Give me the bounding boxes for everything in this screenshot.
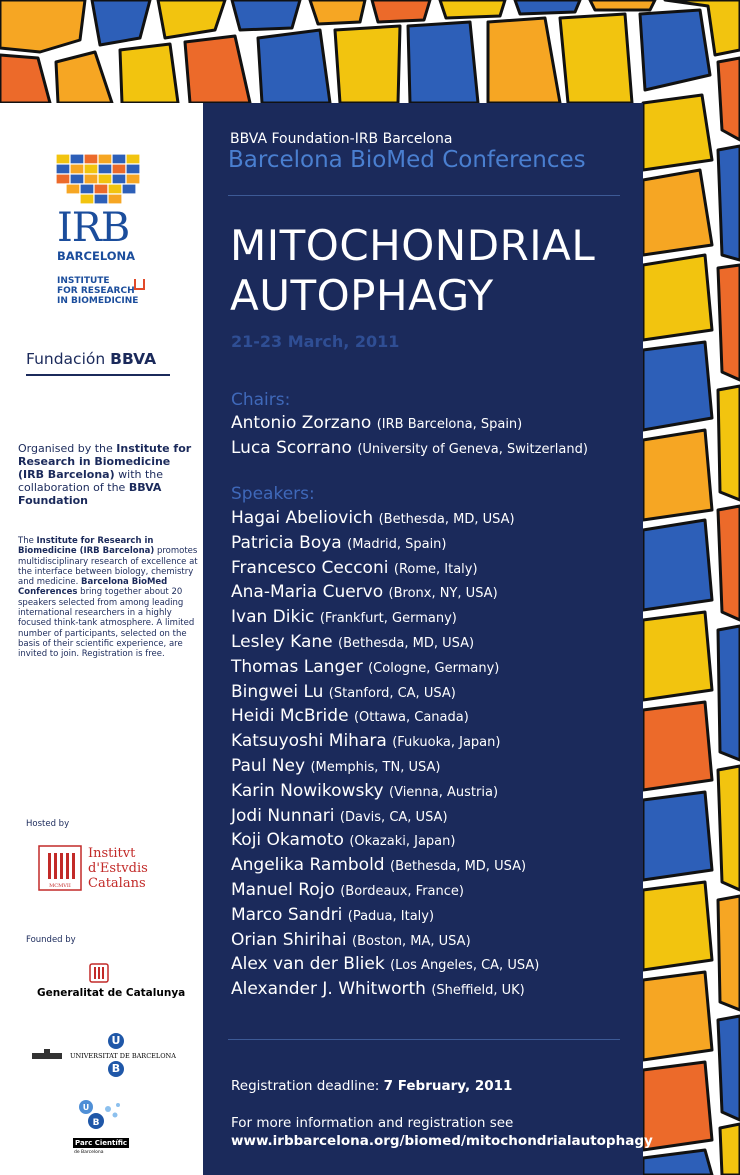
series-name: BBVA Foundation-IRB Barcelona: [230, 131, 453, 147]
speaker-affiliation: (Frankfurt, Germany): [319, 611, 457, 627]
fundacion-underline: [26, 374, 170, 376]
generalitat-logo-text: Generalitat de Catalunya: [37, 987, 186, 999]
speaker-row: [231, 830, 455, 850]
speaker-name: Katsuyoshi Mihara: [231, 731, 387, 752]
founded-by-label: Founded by: [26, 935, 76, 945]
hosted-by-label: Hosted by: [26, 819, 70, 829]
speaker-affiliation: (Rome, Italy): [393, 561, 478, 577]
irb-logo-mosaic: [56, 154, 140, 204]
speaker-row: [231, 582, 498, 602]
chair-name: Luca Scorrano: [231, 437, 352, 458]
about-text: The Institute for Research in Biomedicine (IRB Barcelona) promotes multidisciplinary research of excellence at the interface between biology, chemistry and medicine. Barcelona BioMed Conferences bring together about 20 speakers selected from among leading international researchers in a highly focused think-tank atmosphere. A limited number of participants, selected on the basis of their scientific experience, are invited to join. Registration is free.: [18, 536, 198, 660]
speaker-affiliation: (Bethesda, MD, USA): [338, 636, 475, 651]
event-dates: 21-23 March, 2011: [231, 332, 400, 351]
irb-logo-text: IRB: [57, 205, 130, 251]
speaker-name: Koji Okamoto: [231, 830, 344, 851]
info-url-link[interactable]: www.irbbarcelona.org/biomed/mitochondrialautophagy: [231, 1133, 653, 1149]
speaker-name: Ana-Maria Cuervo: [231, 582, 384, 603]
speaker-row: [231, 508, 515, 528]
parc-bubble-u: U: [82, 1103, 90, 1112]
ub-circle-u: U: [108, 1033, 124, 1049]
ub-building-icon: [32, 1049, 62, 1059]
speaker-affiliation: (Boston, MA, USA): [352, 933, 471, 949]
speaker-row: [231, 979, 525, 999]
speaker-row: [231, 781, 498, 801]
chair-affiliation: (University of Geneva, Switzerland): [357, 441, 588, 457]
speaker-affiliation: (Vienna, Austria): [389, 784, 499, 800]
speaker-name: Angelika Rambold: [231, 855, 385, 876]
speaker-name: Francesco Cecconi: [231, 557, 389, 578]
ub-circle-b: B: [108, 1061, 124, 1077]
speaker-name: Bingwei Lu: [231, 681, 324, 702]
speakers-heading: Speakers:: [231, 484, 315, 504]
speaker-name: Heidi McBride: [231, 706, 349, 727]
irb-subtitle: INSTITUTE FOR RESEARCH IN BIOMEDICINE: [57, 276, 139, 306]
speaker-row: [231, 855, 526, 875]
speaker-affiliation: (Memphis, TN, USA): [310, 760, 441, 775]
generalitat-emblem-icon: [89, 963, 109, 983]
chair-row: [231, 413, 522, 433]
speaker-row: [231, 558, 478, 578]
speaker-row: [231, 533, 447, 553]
speaker-affiliation: (Padua, Italy): [347, 908, 435, 924]
speaker-name: Patricia Boya: [231, 532, 342, 553]
speaker-row: [231, 706, 469, 726]
speaker-row: [231, 682, 456, 702]
speaker-name: Karin Nowikowsky: [231, 780, 384, 801]
chair-affiliation: (IRB Barcelona, Spain): [376, 417, 523, 432]
iec-seal-icon: [38, 845, 82, 891]
speaker-name: Orian Shirihai: [231, 929, 347, 950]
speaker-name: Alex van der Bliek: [231, 954, 385, 975]
chair-name: Antonio Zorzano: [231, 413, 372, 433]
left-sidebar: [0, 103, 203, 1175]
speaker-row: [231, 607, 457, 627]
registration-deadline: Registration deadline: 7 February, 2011: [231, 1078, 513, 1094]
speaker-row: [231, 806, 448, 826]
speaker-row: [231, 731, 500, 751]
speaker-name: Marco Sandri: [231, 904, 343, 925]
iec-seal-text: MCMVII: [49, 883, 71, 889]
parc-bubble-b: B: [92, 1118, 100, 1128]
speaker-name: Alexander J. Whitworth: [231, 979, 426, 1000]
speaker-row: [231, 930, 471, 950]
page-title: MITOCHONDRIAL AUTOPHAGY: [230, 221, 596, 320]
top-divider: [228, 195, 620, 196]
speaker-row: [231, 756, 440, 776]
organised-by-text: Organised by the Institute for Research in Biomedicine (IRB Barcelona) with the collaboration of the BBVA Foundation: [18, 442, 192, 507]
speaker-row: [231, 954, 539, 974]
speaker-affiliation: (Okazaki, Japan): [349, 834, 456, 850]
speaker-name: Manuel Rojo: [231, 880, 335, 900]
speaker-name: Paul Ney: [231, 756, 306, 776]
speaker-affiliation: (Bethesda, MD, USA): [378, 512, 515, 527]
speaker-affiliation: (Los Angeles, CA, USA): [390, 958, 540, 974]
irb-city: BARCELONA: [57, 249, 136, 263]
iec-logo-text: Institvt d'Estvdis Catalans: [88, 846, 148, 891]
parc-cientific-logo: Parc Científic: [75, 1139, 128, 1147]
speaker-affiliation: (Bethesda, MD, USA): [390, 859, 527, 875]
chair-row: [231, 438, 588, 458]
speaker-affiliation: (Fukuoka, Japan): [392, 735, 501, 751]
speaker-affiliation: (Bordeaux, France): [340, 884, 464, 899]
speaker-name: Hagai Abeliovich: [231, 508, 374, 528]
info-text: For more information and registration see: [231, 1115, 514, 1131]
speaker-name: Ivan Dikic: [231, 607, 315, 628]
speaker-row: [231, 657, 499, 677]
chairs-heading: Chairs:: [231, 390, 291, 410]
ub-logo-text: UNIVERSITAT DE BARCELONA: [70, 1052, 176, 1060]
irb-mark-icon: [134, 279, 145, 290]
speaker-affiliation: (Ottawa, Canada): [353, 710, 469, 726]
speaker-row: [231, 905, 434, 925]
speaker-row: [231, 632, 474, 652]
speaker-row: [231, 880, 464, 900]
speaker-affiliation: (Cologne, Germany): [368, 660, 500, 676]
parc-cientific-bubbles-icon: [78, 1097, 124, 1133]
bottom-divider: [228, 1039, 620, 1040]
fundacion-bbva-logo: Fundación BBVA: [26, 350, 157, 368]
speaker-name: Jodi Nunnari: [231, 805, 335, 826]
speaker-affiliation: (Madrid, Spain): [347, 536, 447, 552]
main-panel: [203, 103, 653, 1175]
conference-name: Barcelona BioMed Conferences: [228, 147, 586, 173]
speaker-affiliation: (Davis, CA, USA): [339, 809, 448, 825]
speaker-affiliation: (Sheffield, UK): [431, 983, 525, 999]
parc-cientific-sub: de Barcelona: [74, 1150, 104, 1155]
speaker-affiliation: (Stanford, CA, USA): [328, 685, 456, 701]
speaker-name: Thomas Langer: [231, 656, 363, 677]
speaker-affiliation: (Bronx, NY, USA): [388, 586, 498, 602]
speaker-name: Lesley Kane: [231, 632, 333, 652]
